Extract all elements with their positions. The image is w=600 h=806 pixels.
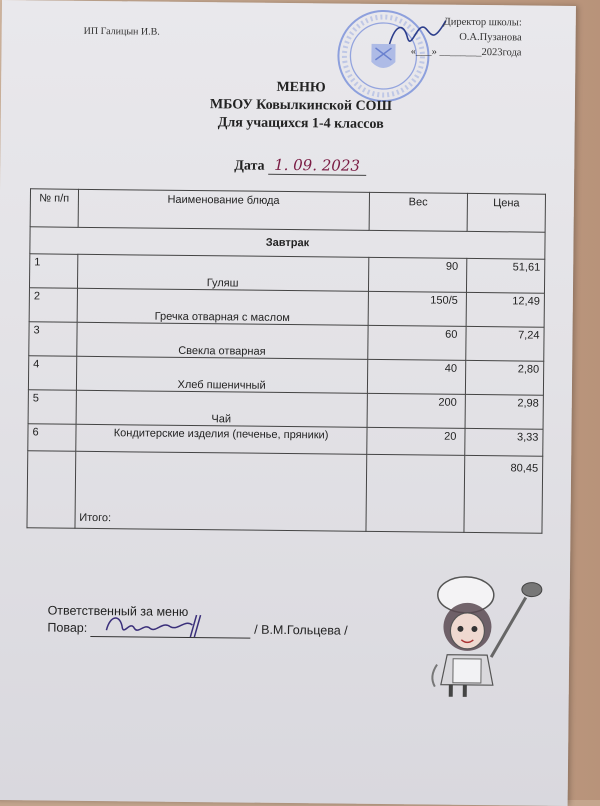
title-line-2: МБОУ Ковылкинской СОШ [209,97,392,115]
cell-price: 12,49 [466,292,544,327]
cell-num: 2 [29,288,77,322]
table-header-row [30,189,545,232]
cell-price: 7,24 [466,326,544,361]
total-price: 80,45 [464,455,543,533]
approval-line-2: О.А.Пузанова [459,31,522,44]
col-header-num: № п/п [30,189,78,227]
chef-girl-illustration-icon [407,566,558,703]
cell-price: 2,98 [465,394,543,429]
approval-block [401,14,521,60]
table-row [28,390,543,429]
cell-num: 5 [28,390,76,424]
cell-weight: 150/5 [368,291,467,326]
menu-table [26,188,546,533]
cook-line-row [47,620,347,640]
cell-weight: 20 [366,427,465,455]
cell-num: 4 [28,356,76,390]
date-value: 1. 09. 2023 [268,156,366,176]
cell-price: 51,61 [466,258,544,293]
col-header-price: Цена [467,193,545,232]
cell-num: 1 [29,254,77,288]
total-label: Итого: [75,451,367,531]
cook-label: Повар: [47,620,88,635]
table-row [29,322,544,361]
responsible-label: Ответственный за меню [47,603,189,619]
table-row [28,356,543,395]
cook-signature-line [91,622,251,639]
cell-weight: 200 [367,393,466,428]
approval-line-1: Директор школы: [443,16,522,29]
cell-num: 6 [28,424,76,451]
cell-name: Гречка отварная с маслом [77,288,368,325]
menu-title [151,78,452,135]
col-header-weight: Вес [369,192,468,231]
cell-price: 2,80 [465,360,543,395]
vendor-name: ИП Галицын И.В. [83,25,160,38]
title-line-1: МЕНЮ [276,79,326,96]
approval-line-3: «___» ________2023года [410,46,522,59]
cell-weight: 60 [367,325,466,360]
cell-name: Кондитерские изделия (печенье, пряники) [75,424,366,454]
cell-name: Гуляш [77,254,368,291]
table-row [29,288,544,327]
date-label: Дата [234,158,265,174]
cell-price: 3,33 [465,428,543,456]
total-weight-cell [366,454,465,532]
cell-weight: 40 [367,359,466,394]
section-title: Завтрак [30,227,545,259]
cell-name: Свекла отварная [76,322,367,359]
total-num-cell [27,451,75,528]
responsible-block [47,603,348,640]
col-header-name: Наименование блюда [78,189,369,230]
cell-num: 3 [29,322,77,356]
cell-weight: 90 [368,257,467,292]
cook-name: / В.М.Гольцева / [254,622,348,638]
cook-signature-icon [101,610,221,639]
total-row [27,451,543,533]
date-row [234,155,366,175]
title-line-3: Для учащихся 1-4 классов [217,115,384,133]
cell-name: Чай [76,390,367,427]
table-row [29,254,544,293]
cell-name: Хлеб пшеничный [76,356,367,393]
